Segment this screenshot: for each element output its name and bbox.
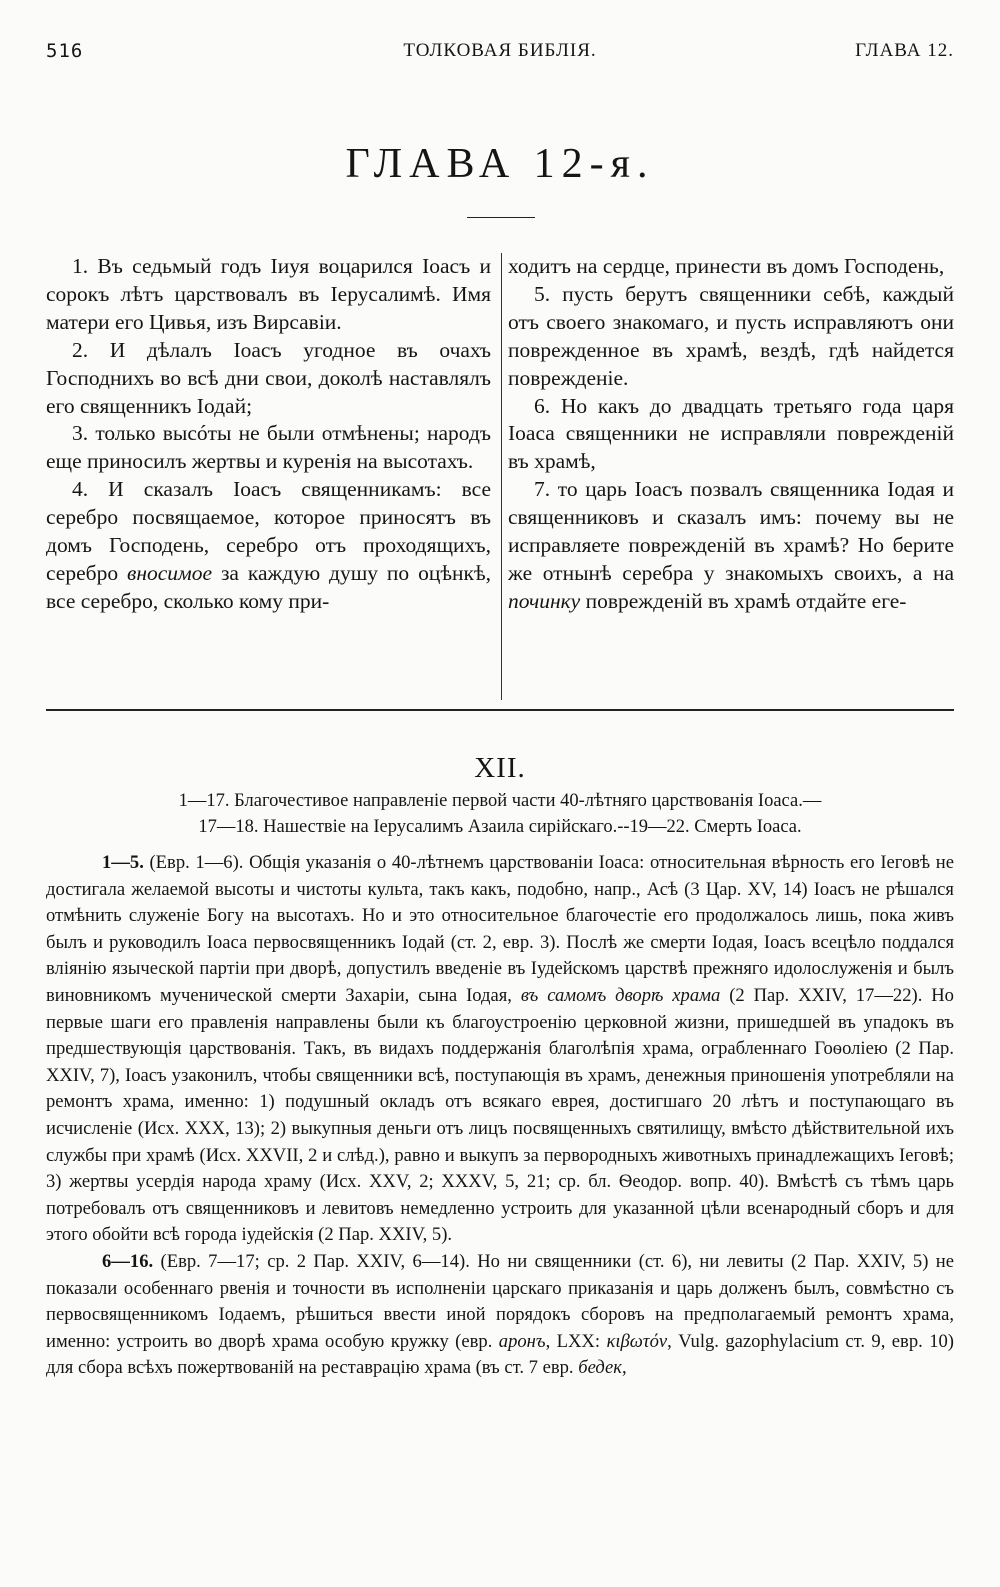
section-summary <box>46 788 954 840</box>
summary-line: 1—17. Благочестивое направленіе первой части 40-лѣтняго царствованія Іоаса.— <box>178 791 822 811</box>
verse-3: 3. только высóты не были отмѣнены; народъ еще приносилъ жертвы и куренія на высотахъ. <box>46 421 491 474</box>
commentary-italic: κιβωτόν <box>606 1330 668 1352</box>
commentary-italic: аронъ <box>498 1330 546 1352</box>
verse-4 <box>46 476 491 616</box>
verse-columns <box>46 253 954 700</box>
verse-5: 5. пусть берутъ священники себѣ, каждый отъ своего знакомаго, и пусть исправляютъ они поврежденное въ храмѣ, вездѣ, гдѣ найдется поврежденіе. <box>508 281 954 390</box>
column-divider <box>501 253 502 700</box>
title-rule <box>467 217 535 218</box>
verse-4-text-end: за каждую душу по оцѣнкѣ, все серебро, сколько кому при- <box>46 560 491 613</box>
verse-reference: 1—5. <box>102 852 144 873</box>
running-title: ТОЛКОВАЯ БИБЛІЯ. <box>403 40 597 61</box>
summary-line: 17—18. Нашествіе на Іерусалимъ Азаила сирійскаго.--19—22. Смерть Іоаса. <box>198 817 802 837</box>
verse-column-right <box>508 253 954 616</box>
section-rule <box>46 709 954 711</box>
commentary <box>46 850 954 1382</box>
commentary-paragraph-2 <box>46 1249 954 1382</box>
verse-7-text-end: поврежденій въ храмѣ отдайте еге- <box>580 588 907 613</box>
running-header <box>46 40 954 70</box>
commentary-text: (Евр. 1—6). Общія указанія о 40-лѣтнемъ царствованіи Іоаса: относительная вѣрность его Іеговѣ не достигала желаемой высоты и чистоты культа, такъ какъ, подобно, напр., Асѣ (3 Цар. XV, 14) Іоасъ не рѣшался отмѣнить служеніе Богу на высотахъ. Но и это относительное благочестіе его продолжалось лишь, пока живъ былъ и руководилъ Іоаса первосвященникъ Іодай (ст. 2, евр. 3). Послѣ же смерти Іодая, Іоасъ всецѣло поддался вліянію языческой партіи при дворѣ, допустилъ введеніе въ Іудейскомъ царствѣ прежняго идолослуженія и былъ виновникомъ мученической смерти Захаріи, сына Іодая, <box>46 852 954 1006</box>
commentary-italic: въ самомъ дворѣ храма <box>520 984 721 1006</box>
page-number: 516 <box>46 40 84 62</box>
verse-2: 2. И дѣлалъ Іоасъ угодное въ очахъ Господнихъ во всѣ дни свои, доколѣ наставлялъ его священникъ Іодай; <box>46 337 491 418</box>
verse-4-italic: вносимое <box>126 560 213 585</box>
commentary-text: , Vulg. gazophylacium ст. 9, евр. 10) для сбора всѣхъ пожертвованій на реставрацію храма (въ ст. 7 евр. <box>46 1330 954 1379</box>
verse-4-text: 4. И сказалъ Іоасъ священникамъ: все серебро посвящаемое, которое приносятъ въ домъ Господень, серебро отъ проходящихъ, серебро <box>46 477 491 585</box>
verse-7-text: 7. то царь Іоасъ позвалъ священника Іодая и священниковъ и сказалъ имъ: почему вы не исправляете поврежденій въ храмѣ? Но берите же отнынѣ серебра у знакомыхъ своихъ, а на <box>508 477 954 585</box>
chapter-title: ГЛАВА 12-я. <box>345 141 655 187</box>
running-chapter-label: ГЛАВА 12. <box>855 40 954 61</box>
commentary-italic: бедек <box>578 1357 622 1379</box>
commentary-text: , LXX: <box>545 1330 607 1352</box>
verse-7-italic: починку <box>508 588 581 613</box>
commentary-paragraph-1 <box>46 850 954 1249</box>
verse-column-left <box>46 253 491 616</box>
verse-4-continuation: ходитъ на сердце, принести въ домъ Господень, <box>508 254 945 278</box>
verse-6: 6. Но какъ до двадцать третьяго года царя Іоаса священники не исправляли поврежденій въ храмѣ, <box>508 393 954 474</box>
verse-1: 1. Въ седьмый годъ Іиуя воцарился Іоасъ и сорокъ лѣтъ царствовалъ въ Іерусалимѣ. Имя матери его Цивья, изъ Вирсавіи. <box>46 254 491 334</box>
commentary-text: , <box>621 1357 627 1379</box>
verse-7 <box>508 476 954 616</box>
commentary-text: (Евр. 7—17; ср. 2 Пар. XXIV, 6—14). Но ни священники (ст. 6), ни левиты (2 Пар. XXIV, 5) не показали особеннаго рвенія и точности въ исполненіи царскаго приказанія и царь долженъ былъ, совмѣстно съ первосвященникомъ Іодаемъ, рѣшиться ввести иной порядокъ сборовъ на предполагаемый ремонтъ храма, именно: устроить во дворѣ храма особую кружку (евр. <box>46 1250 954 1352</box>
verse-reference: 6—16. <box>102 1250 154 1272</box>
commentary-text: (2 Пар. XXIV, 17—22). Но первые шаги его правленія направлены были къ благоустроенію церковной жизни, пришедшей въ упадокъ въ предшествующія царствованія. Такъ, въ видахъ поддержанія благолѣпія храма, ограбленнаго Гоѳоліею (2 Пар. XXIV, 7), Іоасъ узаконилъ, чтобы священники всѣ, поступающія въ храмъ, денежныя приношенія употребляли на ремонтъ храма, именно: 1) подушный окладъ отъ всякаго еврея, достигшаго 20 лѣтъ и поступающаго въ исчисленіе (Исх. XXX, 13); 2) выкупныя деньги отъ лицъ посвященныхъ святилищу, вмѣсто дѣйствительной ихъ службы при храмѣ (Исх. XXVII, 2 и слѣд.), равно и выкупъ за первородныхъ животныхъ принадлежащихъ Іеговѣ; 3) жертвы усердія народа храму (Исх. XXV, 2; XXXV, 5, 21; ср. бл. Ѳеодор. вопр. 40). Вмѣстѣ съ тѣмъ царь потребовалъ отъ священниковъ и левитовъ немедленно устроить для указанной цѣли всенародный сборъ и для этого обойти всѣ города іудейскія (2 Пар. XXIV, 5). <box>46 984 954 1246</box>
section-number: XII. <box>474 752 526 784</box>
